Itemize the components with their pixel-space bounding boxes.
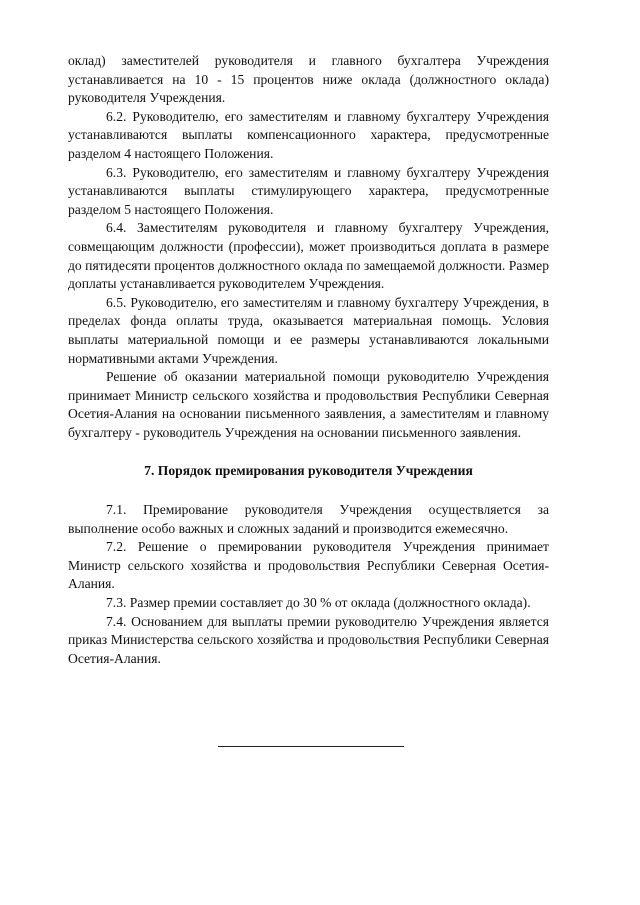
section-7-heading: 7. Порядок премирования руководителя Учреждения (144, 463, 473, 479)
paragraph-7-4: 7.4. Основанием для выплаты премии руководителю Учреждения является приказ Министерства сельского хозяйства и продовольствия Республики Северная Осетия-Алания. (68, 613, 549, 666)
paragraph-6-5: 6.5. Руководителю, его заместителям и главному бухгалтеру Учреждения, в пределах фонда оплаты труда, оказывается материальная помощь. Условия выплаты материальной помощи и ее размеры устанавливаются локальными нормативными актами Учреждения. (68, 294, 549, 366)
paragraph-7-3: 7.3. Размер премии составляет до 30 % от оклада (должностного оклада). (106, 595, 531, 611)
document-page (68, 52, 549, 668)
paragraph-6-2: 6.2. Руководителю, его заместителям и главному бухгалтеру Учреждения устанавливаются выплаты компенсационного характера, предусмотренные разделом 4 настоящего Положения. (68, 108, 549, 161)
paragraph-6-1-continued: оклад) заместителей руководителя и главного бухгалтера Учреждения устанавливается на 10 - 15 процентов ниже оклада (должностного оклада) руководителя Учреждения. (68, 53, 549, 106)
end-divider-line (218, 746, 404, 747)
paragraph-7-2: 7.2. Решение о премировании руководителя Учреждения принимает Министр сельского хозяйства и продовольствия Республики Северная Осетия-Алания. (68, 539, 549, 592)
paragraph-6-5-decision: Решение об оказании материальной помощи руководителю Учреждения принимает Министр сельского хозяйства и продовольствия Республики Северная Осетия-Алания на основании письменного заявления, а заместителям и главному бухгалтеру - руководитель Учреждения на основании письменного заявления. (68, 369, 549, 440)
paragraph-7-1: 7.1. Премирование руководителя Учреждения осуществляется за выполнение особо важных и сложных заданий и производится ежемесячно. (68, 502, 549, 536)
paragraph-6-3: 6.3. Руководителю, его заместителям и главному бухгалтеру Учреждения устанавливаются выплаты стимулирующего характера, предусмотренные разделом 5 настоящего Положения. (68, 164, 549, 217)
paragraph-6-4: 6.4. Заместителям руководителя и главному бухгалтеру Учреждения, совмещающим должности (профессии), может производиться доплата в размере до пятидесяти процентов должностного оклада по замещаемой должности. Размер доплаты устанавливается руководителем Учреждения. (68, 220, 549, 292)
